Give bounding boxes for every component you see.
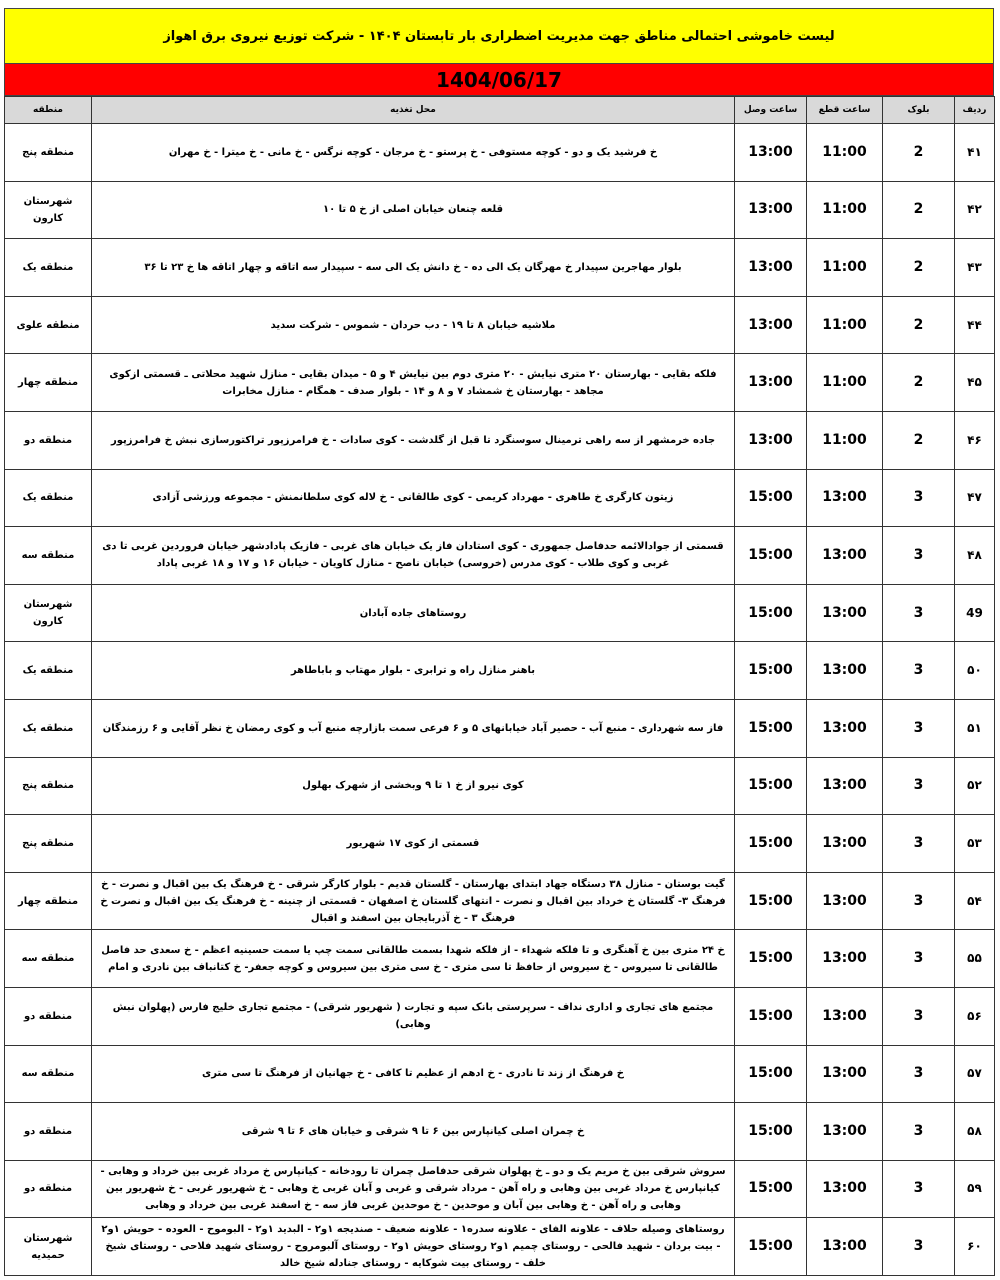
cut-time-cell: 11:00 bbox=[807, 181, 883, 239]
block-cell: 2 bbox=[883, 239, 955, 297]
connect-time-cell: 13:00 bbox=[735, 411, 807, 469]
table-row bbox=[5, 930, 995, 988]
block-cell: 3 bbox=[883, 987, 955, 1045]
location-cell: قلعه چنعان خیابان اصلی از خ ۵ تا ۱۰ bbox=[92, 181, 735, 239]
location-cell: قسمتی از جوادالائمه حدفاصل جمهوری - کوی استادان فاز یک خیابان های غربی - فازیک پادادشهر خیابان فروردین غربی تا دی غربی و کوی طلاب - کوی مدرس (خروسی) خیابان ناصح - منازل کاویان - خیابان ۱۶ و ۱۷ و ۱۸ غربی پاداد bbox=[92, 527, 735, 585]
cut-time-cell: 13:00 bbox=[807, 815, 883, 873]
table-row bbox=[5, 469, 995, 527]
table-row bbox=[5, 124, 995, 182]
location-cell: زیتون کارگری خ طاهری - مهرداد کریمی - کوی طالقانی - خ لاله کوی سلطانمنش - مجموعه ورزشی آزادی bbox=[92, 469, 735, 527]
block-cell: 3 bbox=[883, 1218, 955, 1276]
row-number-cell: ۵۸ bbox=[955, 1103, 995, 1161]
connect-time-cell: 13:00 bbox=[735, 239, 807, 297]
block-cell: 3 bbox=[883, 527, 955, 585]
region-cell: شهرستان کارون bbox=[5, 181, 92, 239]
outage-table bbox=[4, 96, 995, 1276]
row-number-cell: ۵۱ bbox=[955, 699, 995, 757]
cut-time-cell: 11:00 bbox=[807, 411, 883, 469]
region-cell: منطقه سه bbox=[5, 1045, 92, 1103]
location-cell: گیت بوستان - منازل ۳۸ دستگاه جهاد ابتدای بهارستان - گلستان قدیم - بلوار کارگر شرقی - خ فرهنگ یک بین اقبال و نصرت - خ فرهنگ ۳- گلستان خ خرداد بین اقبال و نصرت - انتهای گلستان خ اصفهان - قسمتی از چنینه - خ فرهنگ یک بین اقبال و نصرت خ فرهنگ ۳ - خ آذربایجان بین اسفند و اقبال bbox=[92, 872, 735, 930]
connect-time-cell: 15:00 bbox=[735, 1160, 807, 1218]
location-cell: فاز سه شهرداری - منبع آب - حصیر آباد خیابانهای ۵ و ۶ فرعی سمت بازارچه منبع آب و کوی رمضان خ نظر آقایی و ۶ رزمندگان bbox=[92, 699, 735, 757]
table-row bbox=[5, 699, 995, 757]
table-row bbox=[5, 1103, 995, 1161]
location-cell: فلکه بقایی - بهارستان ۲۰ متری نیایش - ۲۰ متری دوم بین نیایش ۴ و ۵ - میدان بقایی - منازل شهید محلاتی ـ قسمتی ازکوی مجاهد - بهارستان خ شمشاد ۷ و ۸ و ۱۴ - بلوار صدف - همگام - منازل مخابرات bbox=[92, 354, 735, 412]
block-cell: 2 bbox=[883, 181, 955, 239]
table-row bbox=[5, 757, 995, 815]
table-body bbox=[5, 124, 995, 1276]
cut-time-cell: 13:00 bbox=[807, 527, 883, 585]
block-cell: 2 bbox=[883, 411, 955, 469]
region-cell: منطقه یک bbox=[5, 699, 92, 757]
row-number-cell: ۵۹ bbox=[955, 1160, 995, 1218]
connect-time-cell: 15:00 bbox=[735, 757, 807, 815]
location-cell: بلوار مهاجرین سپیدار خ مهرگان یک الی ده - خ دانش یک الی سه - سپیدار سه اتاقه و چهار اتاقه ها خ ۲۳ تا ۳۶ bbox=[92, 239, 735, 297]
block-cell: 3 bbox=[883, 699, 955, 757]
region-cell: منطقه دو bbox=[5, 987, 92, 1045]
row-number-cell: ۵۶ bbox=[955, 987, 995, 1045]
row-number-cell: ۴۱ bbox=[955, 124, 995, 182]
location-cell: خ چمران اصلی کیانپارس بین ۶ تا ۹ شرقی و خیابان های ۶ تا ۹ شرقی bbox=[92, 1103, 735, 1161]
table-row bbox=[5, 239, 995, 297]
row-number-cell: ۴۳ bbox=[955, 239, 995, 297]
region-cell: منطقه دو bbox=[5, 1103, 92, 1161]
connect-time-cell: 15:00 bbox=[735, 1103, 807, 1161]
block-cell: 2 bbox=[883, 354, 955, 412]
block-cell: 3 bbox=[883, 930, 955, 988]
table-row bbox=[5, 642, 995, 700]
row-number-cell: ۵۷ bbox=[955, 1045, 995, 1103]
connect-time-cell: 15:00 bbox=[735, 469, 807, 527]
block-cell: 3 bbox=[883, 872, 955, 930]
location-cell: خ ۲۴ متری بین خ آهنگری و تا فلکه شهداء - از فلکه شهدا بسمت طالقانی سمت چپ یا سمت حسینیه اعظم - خ سعدی حد فاصل طالقانی تا سیروس - خ سیروس از حافظ تا سی متری - خ سی متری بین سیروس و کوچه جعفر- خ کتانباف بین نادری و امام bbox=[92, 930, 735, 988]
connect-time-cell: 15:00 bbox=[735, 987, 807, 1045]
cut-time-cell: 13:00 bbox=[807, 872, 883, 930]
region-cell: منطقه یک bbox=[5, 469, 92, 527]
cut-time-cell: 13:00 bbox=[807, 757, 883, 815]
location-cell: قسمتی از کوی ۱۷ شهریور bbox=[92, 815, 735, 873]
region-cell: منطقه سه bbox=[5, 930, 92, 988]
col-header-row-number: ردیف bbox=[955, 97, 995, 124]
region-cell: منطقه دو bbox=[5, 411, 92, 469]
col-header-cut-time: ساعت قطع bbox=[807, 97, 883, 124]
col-header-connect-time: ساعت وصل bbox=[735, 97, 807, 124]
region-cell: شهرستان کارون bbox=[5, 584, 92, 642]
block-cell: 3 bbox=[883, 1160, 955, 1218]
cut-time-cell: 13:00 bbox=[807, 1160, 883, 1218]
row-number-cell: ۵۲ bbox=[955, 757, 995, 815]
table-row bbox=[5, 987, 995, 1045]
table-row bbox=[5, 1160, 995, 1218]
connect-time-cell: 13:00 bbox=[735, 354, 807, 412]
cut-time-cell: 11:00 bbox=[807, 354, 883, 412]
table-header-row bbox=[5, 97, 995, 124]
region-cell: شهرستان حمیدیه bbox=[5, 1218, 92, 1276]
block-cell: 3 bbox=[883, 815, 955, 873]
connect-time-cell: 13:00 bbox=[735, 181, 807, 239]
row-number-cell: 49 bbox=[955, 584, 995, 642]
block-cell: 3 bbox=[883, 469, 955, 527]
block-cell: 3 bbox=[883, 584, 955, 642]
table-row bbox=[5, 815, 995, 873]
block-cell: 3 bbox=[883, 1045, 955, 1103]
region-cell: منطقه پنج bbox=[5, 757, 92, 815]
table-row bbox=[5, 411, 995, 469]
cut-time-cell: 13:00 bbox=[807, 699, 883, 757]
table-row bbox=[5, 1218, 995, 1276]
region-cell: منطقه پنج bbox=[5, 815, 92, 873]
row-number-cell: ۵۳ bbox=[955, 815, 995, 873]
cut-time-cell: 13:00 bbox=[807, 987, 883, 1045]
connect-time-cell: 15:00 bbox=[735, 872, 807, 930]
connect-time-cell: 15:00 bbox=[735, 930, 807, 988]
location-cell: خ فرهنگ از زند تا نادری - خ ادهم از عظیم تا کافی - خ جهانیان از فرهنگ تا سی متری bbox=[92, 1045, 735, 1103]
cut-time-cell: 13:00 bbox=[807, 642, 883, 700]
table-row bbox=[5, 872, 995, 930]
table-row bbox=[5, 296, 995, 354]
row-number-cell: ۴۷ bbox=[955, 469, 995, 527]
row-number-cell: ۴۵ bbox=[955, 354, 995, 412]
region-cell: منطقه یک bbox=[5, 239, 92, 297]
table-row bbox=[5, 1045, 995, 1103]
connect-time-cell: 13:00 bbox=[735, 296, 807, 354]
location-cell: روستاهای جاده آبادان bbox=[92, 584, 735, 642]
location-cell: کوی نیرو از خ ۱ تا ۹ وبخشی از شهرک بهلول bbox=[92, 757, 735, 815]
connect-time-cell: 15:00 bbox=[735, 584, 807, 642]
block-cell: 2 bbox=[883, 296, 955, 354]
col-header-location: محل تغذیه bbox=[92, 97, 735, 124]
location-cell: باهنر منازل راه و ترابری - بلوار مهتاب و باباطاهر bbox=[92, 642, 735, 700]
table-row bbox=[5, 181, 995, 239]
row-number-cell: ۵۵ bbox=[955, 930, 995, 988]
block-cell: 3 bbox=[883, 1103, 955, 1161]
connect-time-cell: 15:00 bbox=[735, 699, 807, 757]
row-number-cell: ۶۰ bbox=[955, 1218, 995, 1276]
cut-time-cell: 13:00 bbox=[807, 930, 883, 988]
table-row bbox=[5, 354, 995, 412]
region-cell: منطقه یک bbox=[5, 642, 92, 700]
col-header-block: بلوک bbox=[883, 97, 955, 124]
cut-time-cell: 13:00 bbox=[807, 1218, 883, 1276]
region-cell: منطقه سه bbox=[5, 527, 92, 585]
row-number-cell: ۴۸ bbox=[955, 527, 995, 585]
connect-time-cell: 15:00 bbox=[735, 642, 807, 700]
row-number-cell: ۵۰ bbox=[955, 642, 995, 700]
row-number-cell: ۴۲ bbox=[955, 181, 995, 239]
connect-time-cell: 15:00 bbox=[735, 1045, 807, 1103]
cut-time-cell: 13:00 bbox=[807, 1045, 883, 1103]
region-cell: منطقه دو bbox=[5, 1160, 92, 1218]
location-cell: سروش شرقی بین خ مریم یک و دو ـ خ پهلوان شرقی حدفاصل چمران تا رودخانه - کیانپارس خ مرداد غربی بین خرداد و وهابی - کیانپارس خ مرداد غربی بین وهابی و راه آهن - مرداد شرقی و غربی و آبان غربی خ وهابی - خ شهریور غربی - خ شهریور بین وهابی و راه آهن - خ وهابی بین آبان و موحدین - خ موحدین غربی فاز سه - خ اسفند غربی بین خرداد و وهابی bbox=[92, 1160, 735, 1218]
connect-time-cell: 15:00 bbox=[735, 815, 807, 873]
location-cell: خ فرشید یک و دو - کوچه مستوفی - خ پرستو - خ مرجان - کوچه نرگس - خ مانی - خ میترا - خ مهران bbox=[92, 124, 735, 182]
connect-time-cell: 15:00 bbox=[735, 1218, 807, 1276]
table-row bbox=[5, 527, 995, 585]
connect-time-cell: 15:00 bbox=[735, 527, 807, 585]
cut-time-cell: 11:00 bbox=[807, 296, 883, 354]
location-cell: جاده خرمشهر از سه راهی ترمینال سوسنگرد تا قبل از گلدشت - کوی سادات - خ فرامرزپور تراکتورسازی نبش خ فرامرزپور bbox=[92, 411, 735, 469]
schedule-title: لیست خاموشی احتمالی مناطق جهت مدیریت اضطراری بار تابستان ۱۴۰۴ - شرکت توزیع نیروی برق اهواز bbox=[4, 8, 994, 64]
region-cell: منطقه علوی bbox=[5, 296, 92, 354]
cut-time-cell: 13:00 bbox=[807, 584, 883, 642]
row-number-cell: ۴۶ bbox=[955, 411, 995, 469]
col-header-region: منطقه bbox=[5, 97, 92, 124]
region-cell: منطقه چهار bbox=[5, 872, 92, 930]
location-cell: ملاشیه خیابان ۸ تا ۱۹ - دب حردان - شموس - شرکت سدید bbox=[92, 296, 735, 354]
row-number-cell: ۴۴ bbox=[955, 296, 995, 354]
region-cell: منطقه پنج bbox=[5, 124, 92, 182]
connect-time-cell: 13:00 bbox=[735, 124, 807, 182]
block-cell: 2 bbox=[883, 124, 955, 182]
block-cell: 3 bbox=[883, 757, 955, 815]
cut-time-cell: 13:00 bbox=[807, 469, 883, 527]
cut-time-cell: 11:00 bbox=[807, 124, 883, 182]
location-cell: روستاهای وصیله حلاف - علاونه الفای - علاونه سدره۱ - علاونه ضعیف - صندیجه ۱و۲ - البدید ۱و۲ - البوموح - العوده - حویش ۱و۲ - بیت بردان - شهید فالحی - روستای چمیم ۱و۲ روستای حویش ۱و۲ - روستای آلبومروح - روستای شهید فلاحی - روستای شیخ خلف - روستای بیت شوکایه - روستای جنادله شیخ خالد bbox=[92, 1218, 735, 1276]
cut-time-cell: 11:00 bbox=[807, 239, 883, 297]
block-cell: 3 bbox=[883, 642, 955, 700]
row-number-cell: ۵۴ bbox=[955, 872, 995, 930]
schedule-date: 1404/06/17 bbox=[4, 64, 994, 96]
cut-time-cell: 13:00 bbox=[807, 1103, 883, 1161]
location-cell: مجتمع های تجاری و اداری نداف - سرپرستی بانک سپه و تجارت ( شهریور شرقی) - مجتمع تجاری خلیج فارس (پهلوان نبش وهابی) bbox=[92, 987, 735, 1045]
region-cell: منطقه چهار bbox=[5, 354, 92, 412]
table-row bbox=[5, 584, 995, 642]
